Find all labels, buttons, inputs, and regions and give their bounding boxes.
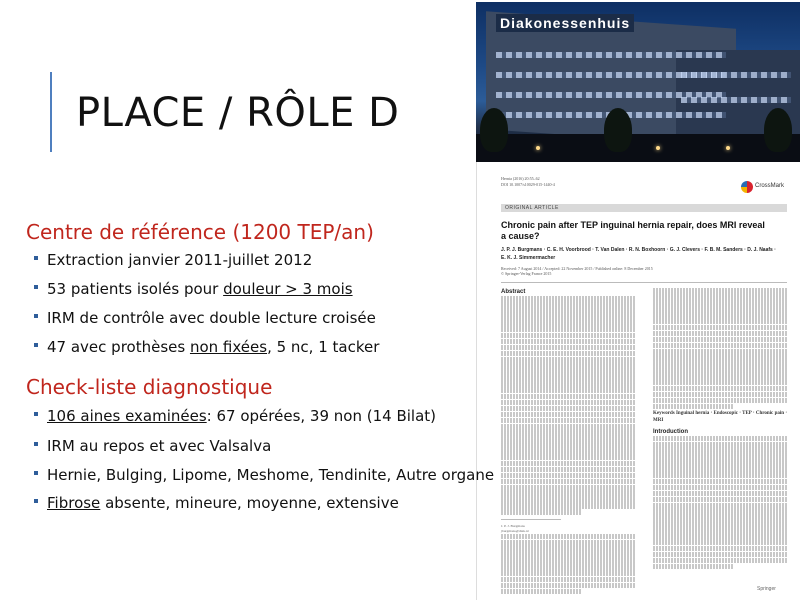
- photo-lamp: [726, 146, 730, 150]
- article-received: Received: 7 August 2014 / Accepted: 22 November 2015 / Published online: 8 December 2015 © Springer-Verlag France 2015: [501, 266, 653, 276]
- text-line: [653, 546, 787, 552]
- bullet-marker: [34, 285, 38, 289]
- text-line: [653, 442, 787, 448]
- introduction-heading: Introduction: [653, 428, 688, 435]
- text-line: [653, 361, 787, 367]
- text-line: [653, 331, 787, 337]
- text-line: [501, 400, 635, 406]
- article-type-band: ORIGINAL ARTICLE: [501, 204, 787, 212]
- text-line: [501, 302, 635, 308]
- text-line: [653, 552, 787, 558]
- photo-windows-row: [496, 52, 726, 58]
- text-line: [653, 558, 787, 564]
- bullet-item: 53 patients isolés pour douleur > 3 mois: [34, 280, 353, 298]
- article-left-column: [501, 288, 635, 595]
- text-line: [501, 418, 635, 424]
- text-line: [501, 363, 635, 369]
- text-line: [653, 300, 787, 306]
- text-line: [653, 479, 787, 485]
- abstract-text-lines: [501, 296, 635, 515]
- text-line: [653, 533, 787, 539]
- bullet-marker: [34, 314, 38, 318]
- corresponding-author: J. P. J. Burgmans jburgmans@diak.nl: [501, 523, 529, 533]
- text-line: [653, 509, 787, 515]
- abstract-heading: Abstract: [501, 289, 526, 295]
- text-line: [653, 355, 787, 361]
- text-line: [653, 379, 787, 385]
- text-line: [653, 460, 787, 466]
- text-line: [653, 491, 787, 497]
- text-line: [501, 375, 635, 381]
- footnote-divider: [501, 519, 561, 520]
- text-line: [501, 326, 635, 332]
- text-line: [501, 558, 635, 564]
- text-line: [653, 367, 787, 373]
- text-line: [501, 454, 635, 460]
- text-line: [501, 540, 635, 546]
- bullet-item: IRM au repos et avec Valsalva: [34, 437, 271, 455]
- text-line: [501, 577, 635, 583]
- crossmark-icon: [741, 181, 753, 193]
- text-line: [501, 503, 635, 509]
- photo-tree: [764, 108, 792, 152]
- text-line: [653, 454, 787, 460]
- text-line: [501, 394, 635, 400]
- bullet-marker: [34, 499, 38, 503]
- text-line: [653, 472, 787, 478]
- text-line: [501, 406, 635, 412]
- springer-logo: Springer: [757, 586, 776, 592]
- bullet-item: 106 aines examinées: 67 opérées, 39 non (14 Bilat): [34, 407, 436, 425]
- text-line: [653, 485, 787, 491]
- article-page: [476, 162, 800, 600]
- text-line: [501, 345, 635, 351]
- photo-tree: [480, 108, 508, 152]
- text-line: [501, 479, 635, 485]
- article-keywords: Keywords Inguinal hernia · Endoscopic · TEP · Chronic pain · MRI: [653, 410, 787, 423]
- text-line: [501, 430, 635, 436]
- bullet-item: 47 avec prothèses non fixées, 5 nc, 1 tacker: [34, 338, 379, 356]
- text-line: [501, 448, 635, 454]
- text-line: [653, 436, 787, 442]
- crossmark-label: CrossMark: [755, 183, 785, 189]
- bullet-marker: [34, 256, 38, 260]
- text-line: [501, 589, 581, 595]
- text-line: [501, 339, 635, 345]
- text-line: [653, 527, 787, 533]
- text-line: [501, 473, 635, 479]
- crossmark-badge: [741, 180, 785, 194]
- article-title: Chronic pain after TEP inguinal hernia repair, does MRI reveal a cause?: [501, 220, 765, 241]
- affiliation-lines: [501, 534, 635, 594]
- text-line: [653, 294, 787, 300]
- text-line: [501, 491, 635, 497]
- text-line: [653, 318, 787, 324]
- text-line: [501, 509, 581, 515]
- bullet-marker: [34, 343, 38, 347]
- text-line: [501, 497, 635, 503]
- bullet-item: Extraction janvier 2011-juillet 2012: [34, 251, 312, 269]
- text-line: [501, 461, 635, 467]
- section-heading: Check-liste diagnostique: [26, 375, 273, 399]
- text-line: [501, 333, 635, 339]
- text-line: [653, 521, 787, 527]
- text-line: [653, 564, 733, 570]
- bullet-item: IRM de contrôle avec double lecture croisée: [34, 309, 376, 327]
- text-line: [501, 552, 635, 558]
- article-meta: Hernia (2016) 20:55–62 DOI 10.1007/s10029-015-1440-4: [501, 176, 555, 187]
- text-line: [501, 570, 635, 576]
- bullet-marker: [34, 442, 38, 446]
- text-line: [653, 515, 787, 521]
- text-line: [501, 442, 635, 448]
- text-line: [501, 485, 635, 491]
- article-authors: J. P. J. Burgmans · C. E. H. Voorbrood · T. Van Dalen · R. N. Boxhoorn · G. J. Clevers · F. B. M. Sanders · D. J. Naafs · E. K. J. Simmermacher: [501, 247, 776, 261]
- text-line: [653, 503, 787, 509]
- text-line: [501, 583, 635, 589]
- text-line: [501, 436, 635, 442]
- text-line: [501, 369, 635, 375]
- text-line: [653, 539, 787, 545]
- text-line: [501, 467, 635, 473]
- photo-ground: [476, 134, 800, 162]
- text-line: [653, 466, 787, 472]
- text-line: [501, 564, 635, 570]
- hospital-photo: [476, 2, 800, 162]
- photo-windows-row: [681, 72, 791, 78]
- text-line: [653, 306, 787, 312]
- photo-lamp: [656, 146, 660, 150]
- text-line: [501, 387, 635, 393]
- text-line: [653, 497, 787, 503]
- text-line: [501, 308, 635, 314]
- text-line: [653, 404, 733, 410]
- text-line: [501, 424, 635, 430]
- text-line: [653, 373, 787, 379]
- text-line: [653, 398, 787, 404]
- text-line: [653, 337, 787, 343]
- text-line: [501, 296, 635, 302]
- divider: [501, 282, 787, 283]
- text-line: [653, 312, 787, 318]
- text-line: [501, 357, 635, 363]
- text-line: [653, 392, 787, 398]
- bullet-item: Hernie, Bulging, Lipome, Meshome, Tendinite, Autre organe: [34, 466, 494, 484]
- abstract-text-lines: [653, 288, 787, 409]
- section-heading: Centre de référence (1200 TEP/an): [26, 220, 374, 244]
- text-line: [501, 314, 635, 320]
- text-line: [501, 534, 635, 540]
- title-accent-bar: [50, 72, 52, 152]
- text-line: [501, 546, 635, 552]
- text-line: [501, 351, 635, 357]
- text-line: [653, 448, 787, 454]
- article-right-column: [653, 288, 787, 570]
- text-line: [501, 412, 635, 418]
- text-line: [653, 343, 787, 349]
- text-line: [501, 320, 635, 326]
- photo-tree: [604, 108, 632, 152]
- slide-title: PLACE / RÔLE D: [76, 90, 400, 136]
- text-line: [501, 381, 635, 387]
- text-line: [653, 349, 787, 355]
- introduction-text-lines: [653, 436, 787, 570]
- text-line: [653, 325, 787, 331]
- bullet-marker: [34, 471, 38, 475]
- bullet-item: Fibrose absente, mineure, moyenne, extensive: [34, 494, 399, 512]
- hospital-sign: Diakonessenhuis: [496, 14, 634, 32]
- text-line: [653, 386, 787, 392]
- text-line: [653, 288, 787, 294]
- bullet-marker: [34, 412, 38, 416]
- photo-windows-row: [681, 97, 791, 103]
- photo-lamp: [536, 146, 540, 150]
